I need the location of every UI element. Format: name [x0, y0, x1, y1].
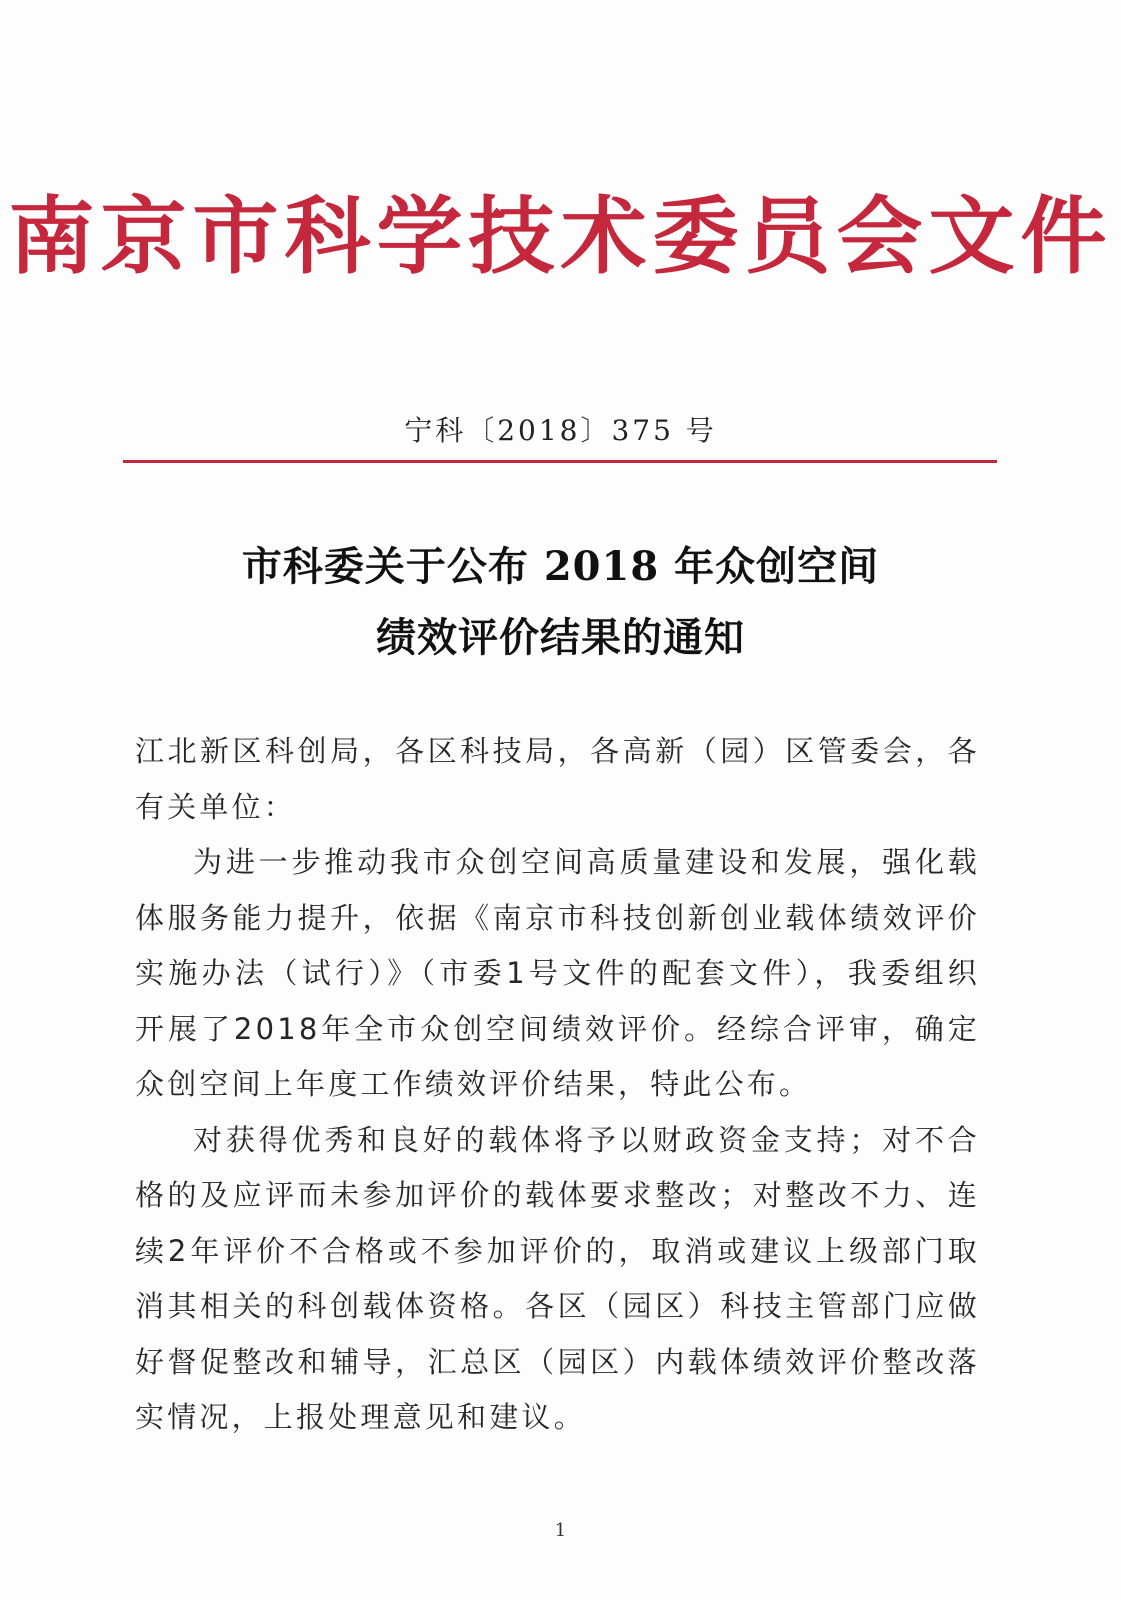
notice-title-line-2: 绩效评价结果的通知	[376, 614, 745, 661]
notice-title-line-1: 市科委关于公布 2018 年众创空间	[241, 543, 880, 590]
body-paragraph-2: 对获得优秀和良好的载体将予以财政资金支持；对不合格的及应评而未参加评价的载体要求整改；对整改不力、连续2年评价不合格或不参加评价的，取消或建议上级部门取消其相关的科创载体资格。各区（园区）科技主管部门应做好督促整改和辅导，汇总区（园区）内载体绩效评价整改落实情况，上报处理意见和建议。	[135, 1122, 980, 1434]
header-divider	[123, 460, 997, 463]
document-number: 宁科〔2018〕375 号	[404, 414, 717, 447]
document-body	[135, 724, 980, 1446]
recipients: 江北新区科创局，各区科技局，各高新（园）区管委会，各有关单位：	[135, 734, 980, 824]
agency-header: 南京市科学技术委员会文件	[8, 187, 1113, 286]
body-paragraph-1: 为进一步推动我市众创空间高质量建设和发展，强化载体服务能力提升，依据《南京市科技创新创业载体绩效评价实施办法（试行）》（市委1号文件的配套文件），我委组织开展了2018年全市众创空间绩效评价。经综合评审，确定众创空间上年度工作绩效评价结果，特此公布。	[135, 845, 980, 1101]
page-number: 1	[554, 1520, 567, 1541]
